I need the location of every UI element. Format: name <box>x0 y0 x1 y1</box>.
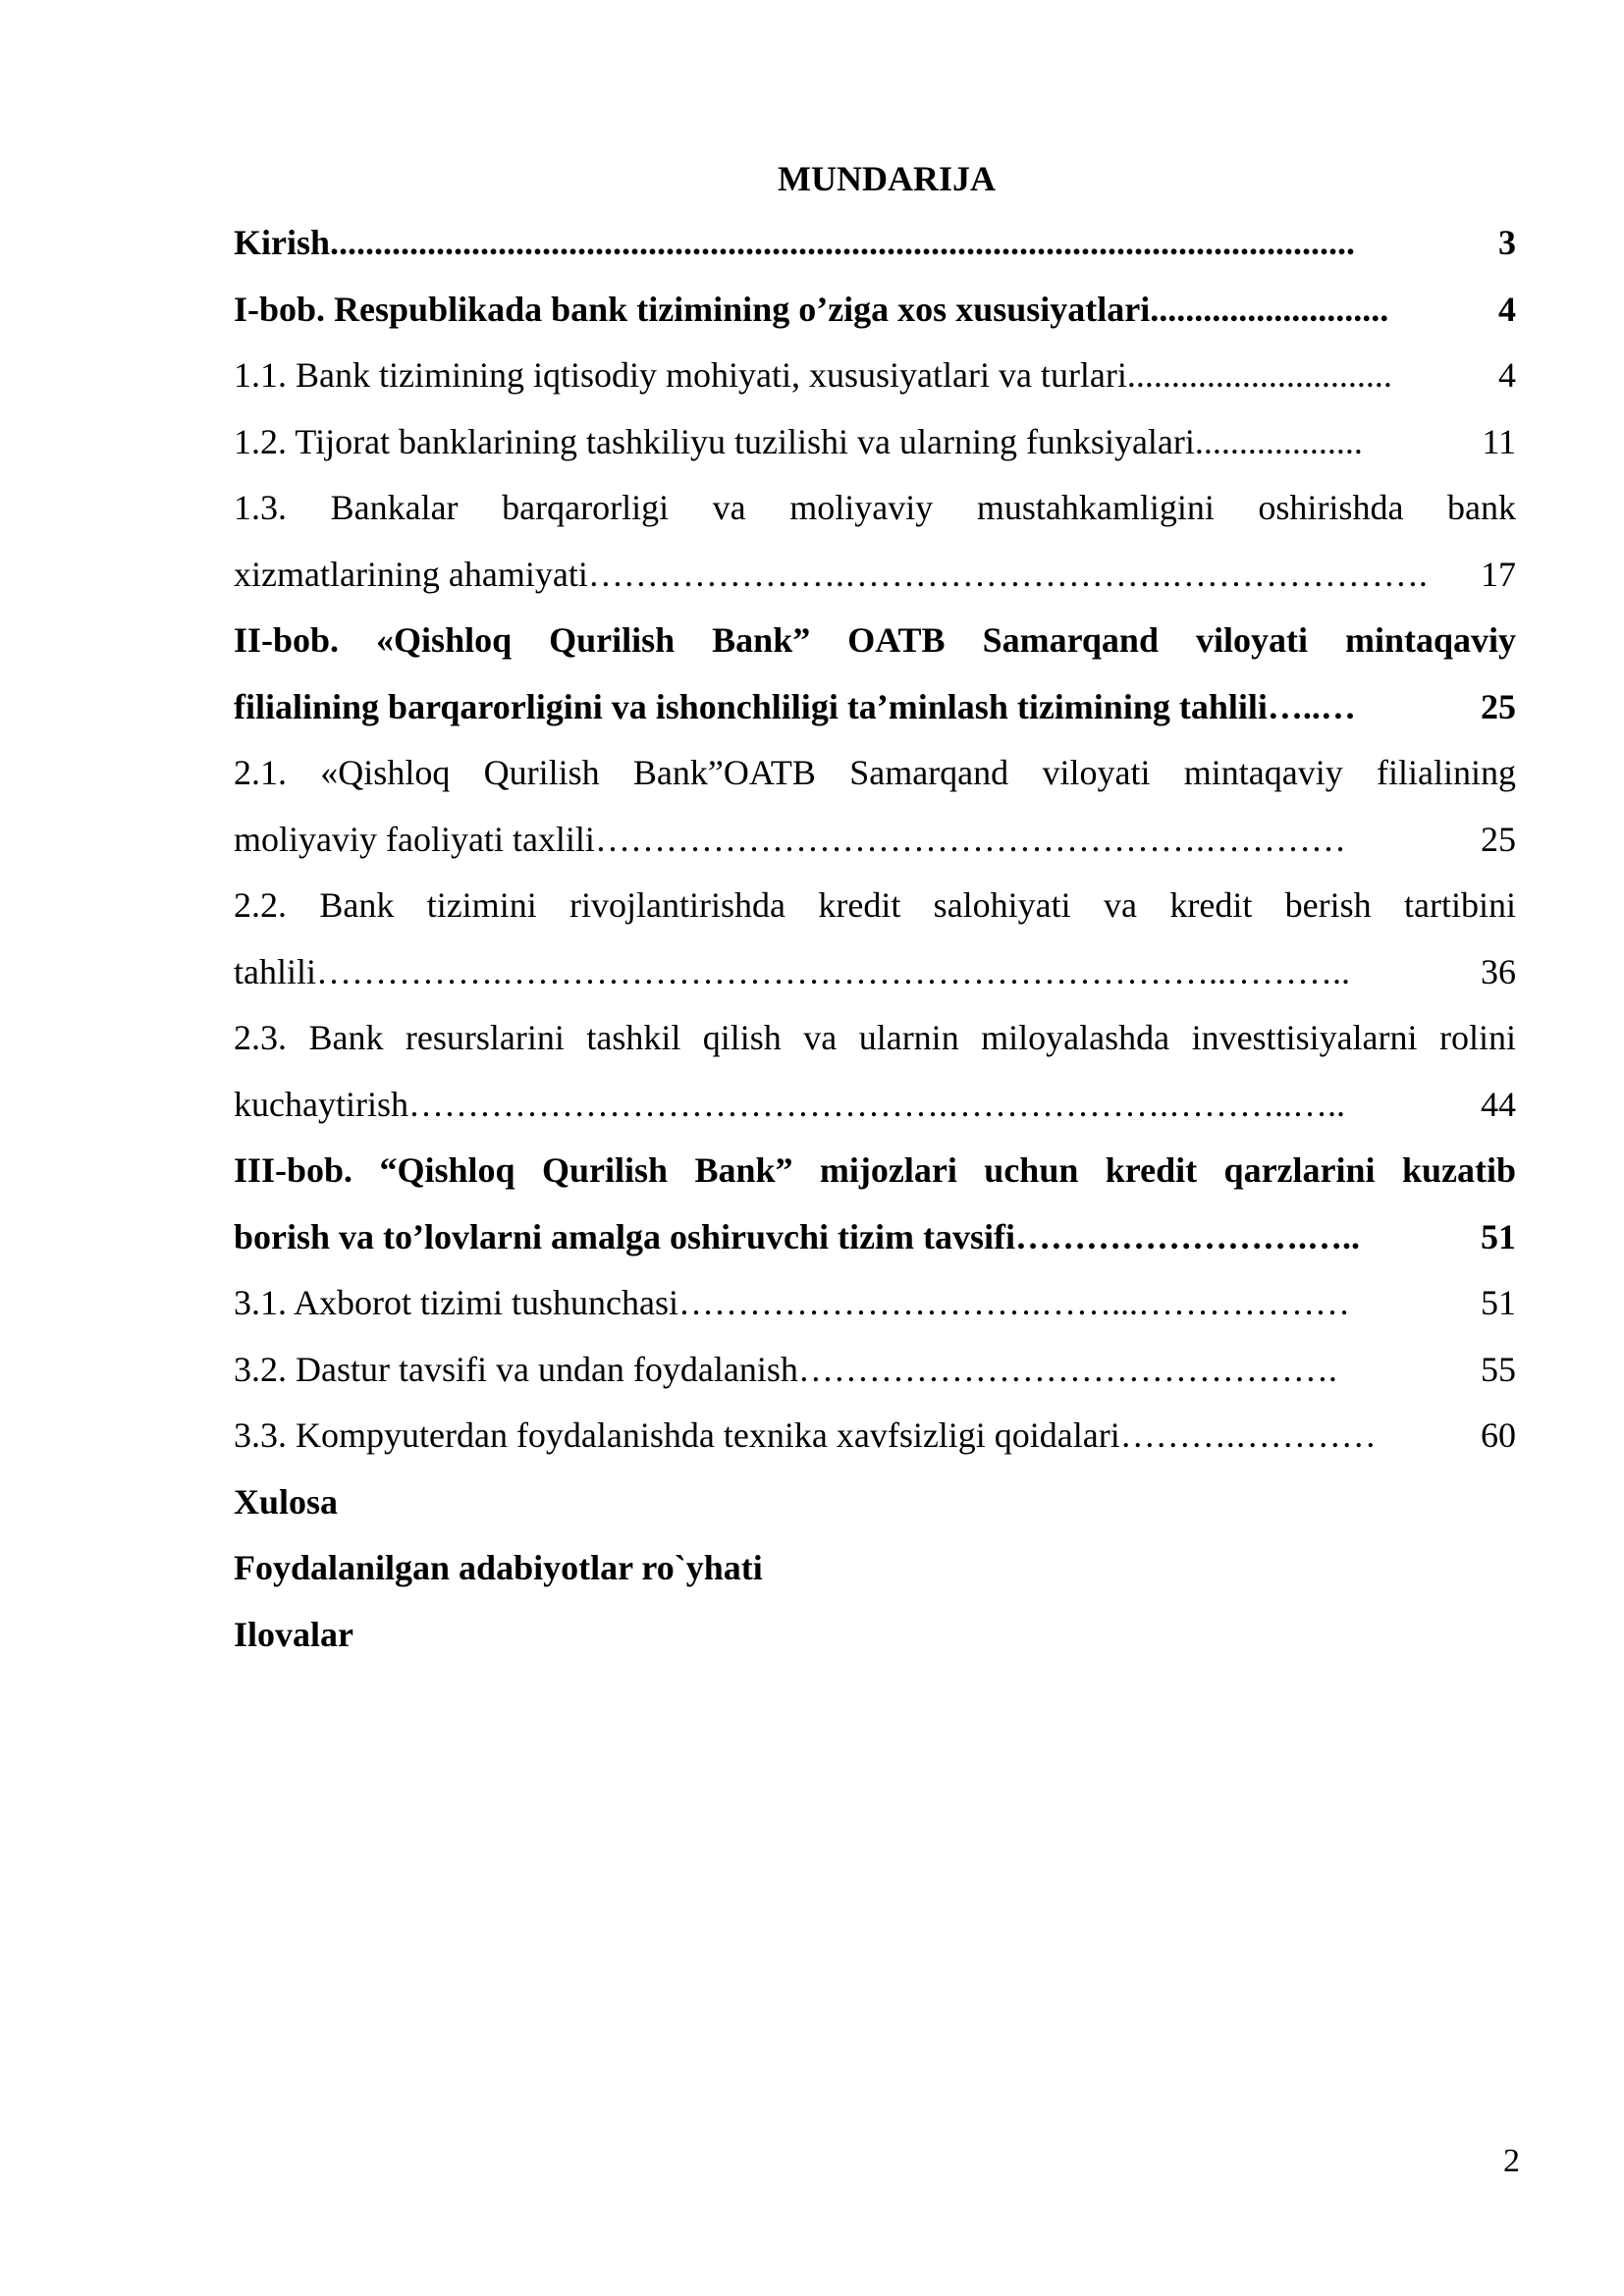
toc-entry-text: 3.1. Axborot tizimi tushunchasi <box>234 1283 678 1322</box>
toc-entry-text-line: 2.1. «Qishloq Qurilish Bank”OATB Samarqand viloyati mintaqaviy filialining <box>234 753 1516 792</box>
toc-page-number: 25 <box>1481 686 1516 726</box>
toc-page-number: 3 <box>1498 223 1516 262</box>
toc-page-number: 4 <box>1498 355 1516 395</box>
toc-entry-text-line: 2.2. Bank tizimini rivojlantirishda kredit salohiyati va kredit berish tartibini <box>234 885 1516 925</box>
toc-leader: …..… <box>1267 686 1356 726</box>
page-number: 2 <box>1503 2143 1520 2179</box>
toc-entry-2-2[interactable] <box>234 873 1516 1005</box>
toc-page-number: 4 <box>1498 289 1516 329</box>
toc-leader: …………….……………………………………………………..……….. <box>316 951 1350 991</box>
toc-entry-text: Kirish <box>234 223 331 262</box>
toc-leader: ................... <box>1194 421 1363 461</box>
toc-entry-3-1[interactable] <box>234 1270 1516 1337</box>
toc-entry-chapter-1[interactable] <box>234 277 1516 344</box>
toc-entry-text: filialining barqarorligini va ishonchliligi ta’minlash tizimining tahlili <box>234 686 1268 726</box>
toc-leader: …………………………………………….………… <box>594 819 1346 859</box>
toc-entry-text: 1.2. Tijorat banklarining tashkiliyu tuzilishi va ularning funksiyalari <box>234 421 1195 461</box>
toc-leader: .............................. <box>1126 355 1392 395</box>
toc-page-number: 51 <box>1481 1216 1516 1256</box>
toc-page-number: 51 <box>1481 1283 1516 1322</box>
toc-entry-text-line: III-bob. “Qishloq Qurilish Bank” mijozlari uchun kredit qarzlarini kuzatib <box>234 1150 1516 1190</box>
toc-leader: ………………….……………………….…………………. <box>587 554 1428 594</box>
toc-entry-text: moliyaviy faoliyati taxlili <box>234 819 595 859</box>
toc-page-number: 60 <box>1481 1415 1516 1455</box>
toc-entry-text: I-bob. Respublikada bank tizimining o’ziga xos xususiyatlari <box>234 289 1151 329</box>
toc-page-number: 25 <box>1481 819 1516 859</box>
toc-entry-text: 1.1. Bank tizimining iqtisodiy mohiyati, xususiyatlari va turlari <box>234 355 1127 395</box>
toc-leader: ........................... <box>1150 289 1389 329</box>
toc-entry-2-1[interactable] <box>234 740 1516 873</box>
toc-entry-1-1[interactable] <box>234 343 1516 409</box>
toc-entry-ilovalar[interactable]: Ilovalar <box>234 1614 353 1654</box>
toc-entry-chapter-2[interactable] <box>234 608 1516 740</box>
toc-entry-text-line: 1.3. Bankalar barqarorligi va moliyaviy mustahkamligini oshirishda bank <box>234 488 1516 527</box>
toc-entry-text: borish va to’lovlarni amalga oshiruvchi tizim tavsifi <box>234 1216 1015 1256</box>
toc-leader: ……………………………………….……………….………..….. <box>407 1084 1345 1124</box>
toc-entry-text: kuchaytirish <box>234 1084 408 1124</box>
toc-entry-text: tahlili <box>234 951 316 991</box>
toc-leader: ……….………… <box>1119 1415 1377 1455</box>
toc-entry-3-2[interactable] <box>234 1337 1516 1404</box>
toc-entry-text: 3.2. Dastur tavsifi va undan foydalanish <box>234 1349 798 1389</box>
toc-entry-2-3[interactable] <box>234 1005 1516 1138</box>
toc-entry-1-2[interactable] <box>234 409 1516 476</box>
toc-leader: ………………………….……...……………… <box>677 1283 1350 1322</box>
toc-page-number: 11 <box>1482 421 1516 461</box>
toc-entry-adabiyotlar[interactable]: Foydalanilgan adabiyotlar ro`yhati <box>234 1548 763 1587</box>
toc-entry-text: 3.3. Kompyuterdan foydalanishda texnika xavfsizligi qoidalari <box>234 1415 1120 1455</box>
toc-entry-1-3[interactable] <box>234 475 1516 608</box>
toc-leader: .................................................................................................................... <box>330 223 1356 262</box>
toc-page-number: 44 <box>1481 1084 1516 1124</box>
toc-entry-kirish[interactable] <box>234 210 1516 277</box>
toc-entry-text-line: 2.3. Bank resurslarini tashkil qilish va ularnin miloyalashda investtisiyalarni rolini <box>234 1018 1516 1057</box>
toc-entry-3-3[interactable] <box>234 1403 1516 1469</box>
toc-title: MUNDARIJA <box>778 159 996 198</box>
toc-page-number: 55 <box>1481 1349 1516 1389</box>
toc-entry-text-line: II-bob. «Qishloq Qurilish Bank” OATB Samarqand viloyati mintaqaviy <box>234 620 1516 660</box>
toc-entry-xulosa[interactable]: Xulosa <box>234 1481 339 1522</box>
toc-entry-text: xizmatlarining ahamiyati <box>234 554 588 594</box>
toc-leader: …………………….….. <box>1015 1216 1360 1256</box>
toc-entry-chapter-3[interactable] <box>234 1138 1516 1270</box>
toc-leader: ………………………………………. <box>797 1349 1337 1389</box>
toc-page-number: 17 <box>1481 554 1516 594</box>
toc-page-number: 36 <box>1481 951 1516 991</box>
table-of-contents <box>234 147 1516 1668</box>
